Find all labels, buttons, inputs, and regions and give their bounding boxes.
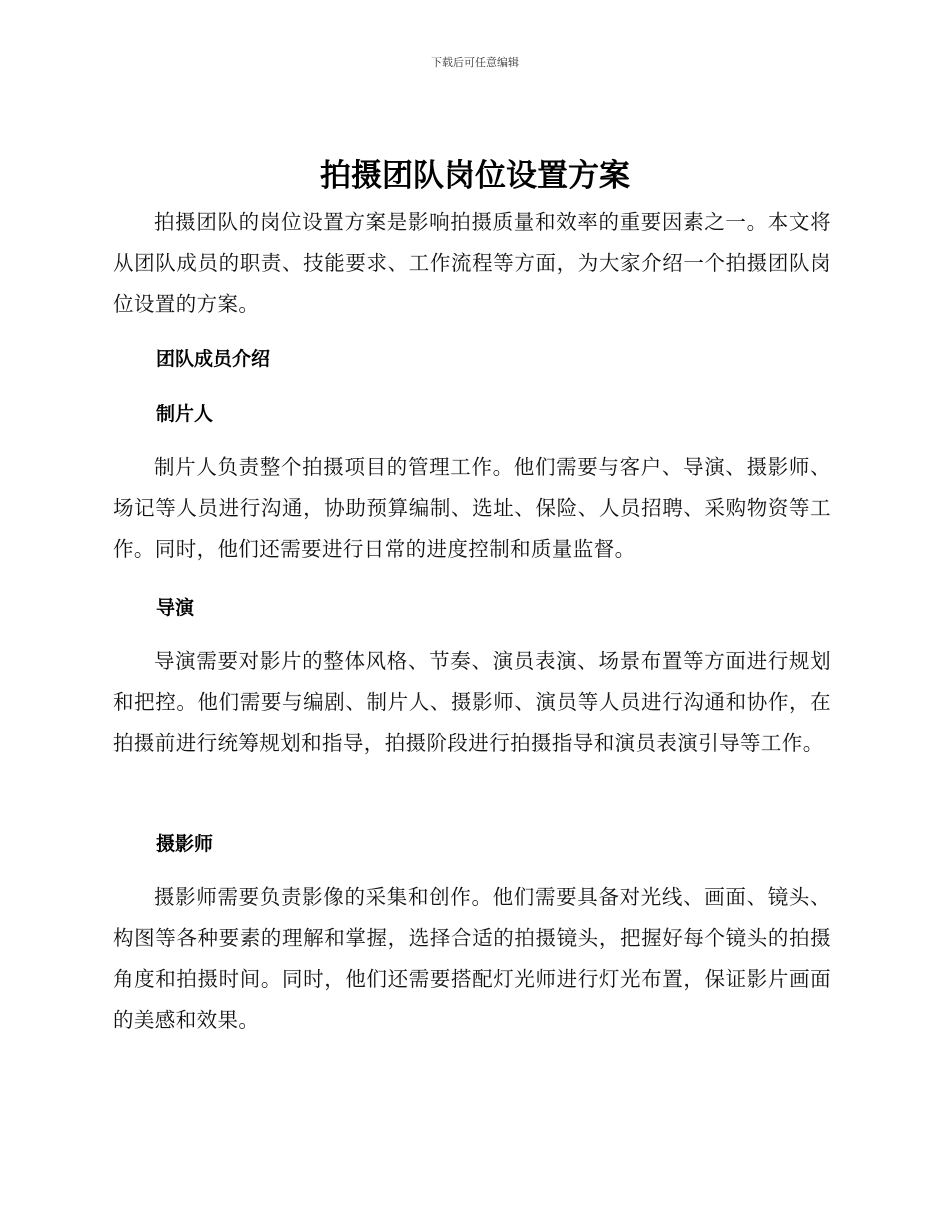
role-heading-cinematographer: 摄影师 bbox=[156, 833, 214, 855]
role-description-producer: 制片人负责整个拍摄项目的管理工作。他们需要与客户、导演、摄影师、场记等人员进行沟通，协助预算编制、选址、保险、人员招聘、采购物资等工作。同时，他们还需要进行日常的进度控制和质量监督。 bbox=[113, 455, 831, 561]
section-heading: 团队成员介绍 bbox=[156, 348, 271, 370]
role-heading-producer: 制片人 bbox=[156, 403, 214, 425]
page-header-note: 下载后可任意编辑 bbox=[431, 56, 519, 69]
intro-paragraph: 拍摄团队的岗位设置方案是影响拍摄质量和效率的重要因素之一。本文将从团队成员的职责、技能要求、工作流程等方面，为大家介绍一个拍摄团队岗位设置的方案。 bbox=[113, 210, 831, 316]
role-description-director: 导演需要对影片的整体风格、节奏、演员表演、场景布置等方面进行规划和把控。他们需要与编剧、制片人、摄影师、演员等人员进行沟通和协作，在拍摄前进行统筹规划和指导，拍摄阶段进行拍摄指导和演员表演引导等工作。 bbox=[113, 649, 831, 755]
document-title: 拍摄团队岗位设置方案 bbox=[320, 158, 630, 194]
role-description-cinematographer: 摄影师需要负责影像的采集和创作。他们需要具备对光线、画面、镜头、构图等各种要素的理解和掌握，选择合适的拍摄镜头，把握好每个镜头的拍摄角度和拍摄时间。同时，他们还需要搭配灯光师进行灯光布置，保证影片画面的美感和效果。 bbox=[113, 885, 831, 1032]
role-heading-director: 导演 bbox=[156, 597, 195, 619]
